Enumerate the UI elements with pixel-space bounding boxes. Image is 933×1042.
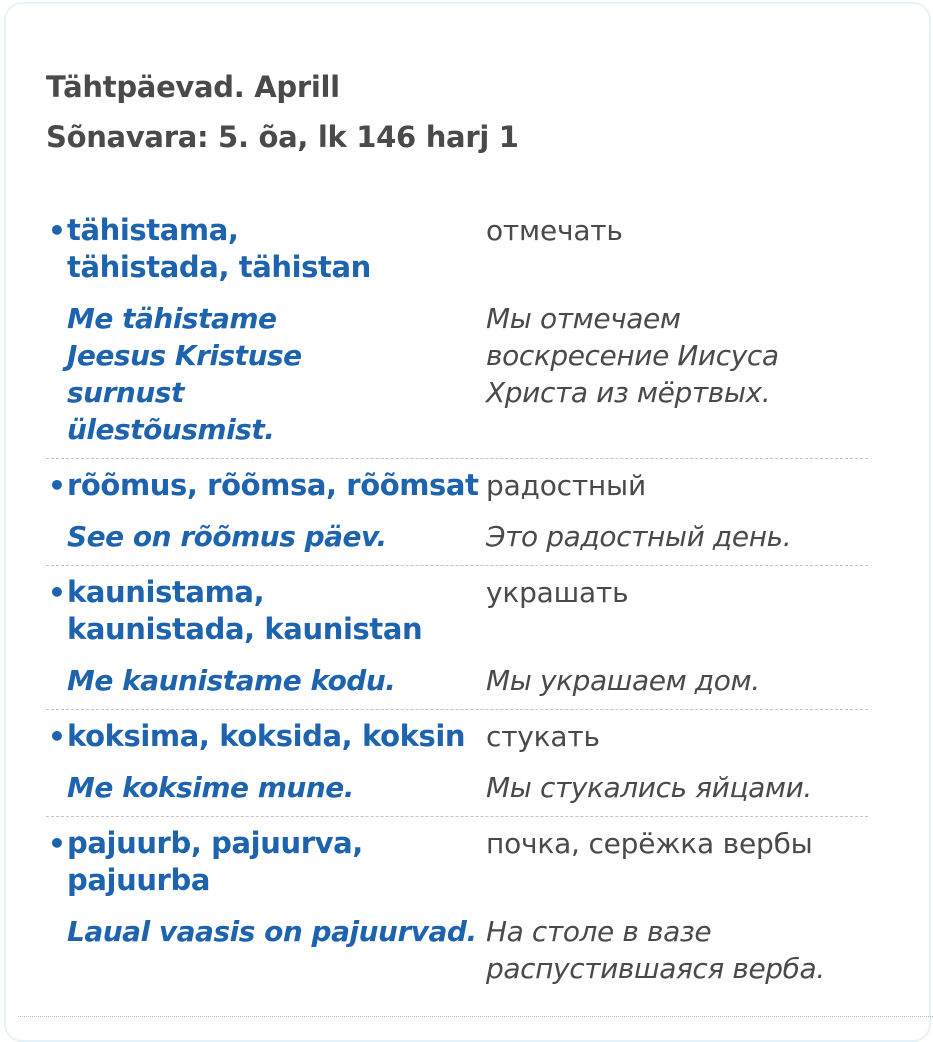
- vocabulary-entry: [46, 204, 868, 459]
- page-subtitle: Sõnavara: 5. õa, lk 146 harj 1: [46, 120, 519, 154]
- entry-translation: почка, серёжка вербы: [486, 827, 813, 860]
- page-title: Tähtpäevad. Aprill: [46, 70, 340, 104]
- entry-term: pajuurb, pajuurva, pajuurba: [67, 826, 363, 897]
- vocabulary-list: [46, 204, 868, 997]
- entry-example-translation: На столе в вазе распустившаяся верба.: [486, 915, 825, 985]
- entry-term: kaunistama, kaunistada, kaunistan: [67, 575, 423, 646]
- entry-example: Laual vaasis on pajuurvad.: [67, 915, 477, 948]
- bullet-icon: •: [48, 576, 66, 609]
- entry-translation: стукать: [486, 720, 600, 753]
- entry-term: koksima, koksida, koksin: [67, 719, 466, 753]
- entry-example: Me koksime mune.: [67, 771, 354, 804]
- entry-example-translation: Мы украшаем дом.: [486, 664, 760, 697]
- bottom-divider: [18, 1016, 933, 1017]
- vocabulary-entry: [46, 459, 868, 566]
- entry-example-translation: Мы стукались яйцами.: [486, 771, 812, 804]
- vocabulary-entry: [46, 817, 868, 997]
- entry-term: rõõmus, rõõmsa, rõõmsat: [67, 468, 479, 502]
- bullet-icon: •: [48, 469, 66, 502]
- entry-example: Me tähistame Jeesus Kristuse surnust ülestõusmist.: [67, 302, 302, 446]
- entry-translation: украшать: [486, 576, 629, 609]
- vocabulary-entry: [46, 710, 868, 817]
- entry-translation: отмечать: [486, 214, 623, 247]
- bullet-icon: •: [48, 827, 66, 860]
- entry-term: tähistama, tähistada, tähistan: [67, 213, 371, 284]
- entry-example: See on rõõmus päev.: [67, 520, 387, 553]
- entry-translation: радостный: [486, 469, 646, 502]
- vocabulary-entry: [46, 566, 868, 710]
- bullet-icon: •: [48, 214, 66, 247]
- entry-example-translation: Это радостный день.: [486, 520, 792, 553]
- bullet-icon: •: [48, 720, 66, 753]
- entry-example-translation: Мы отмечаем воскресение Иисуса Христа из мёртвых.: [486, 302, 779, 409]
- entry-example: Me kaunistame kodu.: [67, 664, 396, 697]
